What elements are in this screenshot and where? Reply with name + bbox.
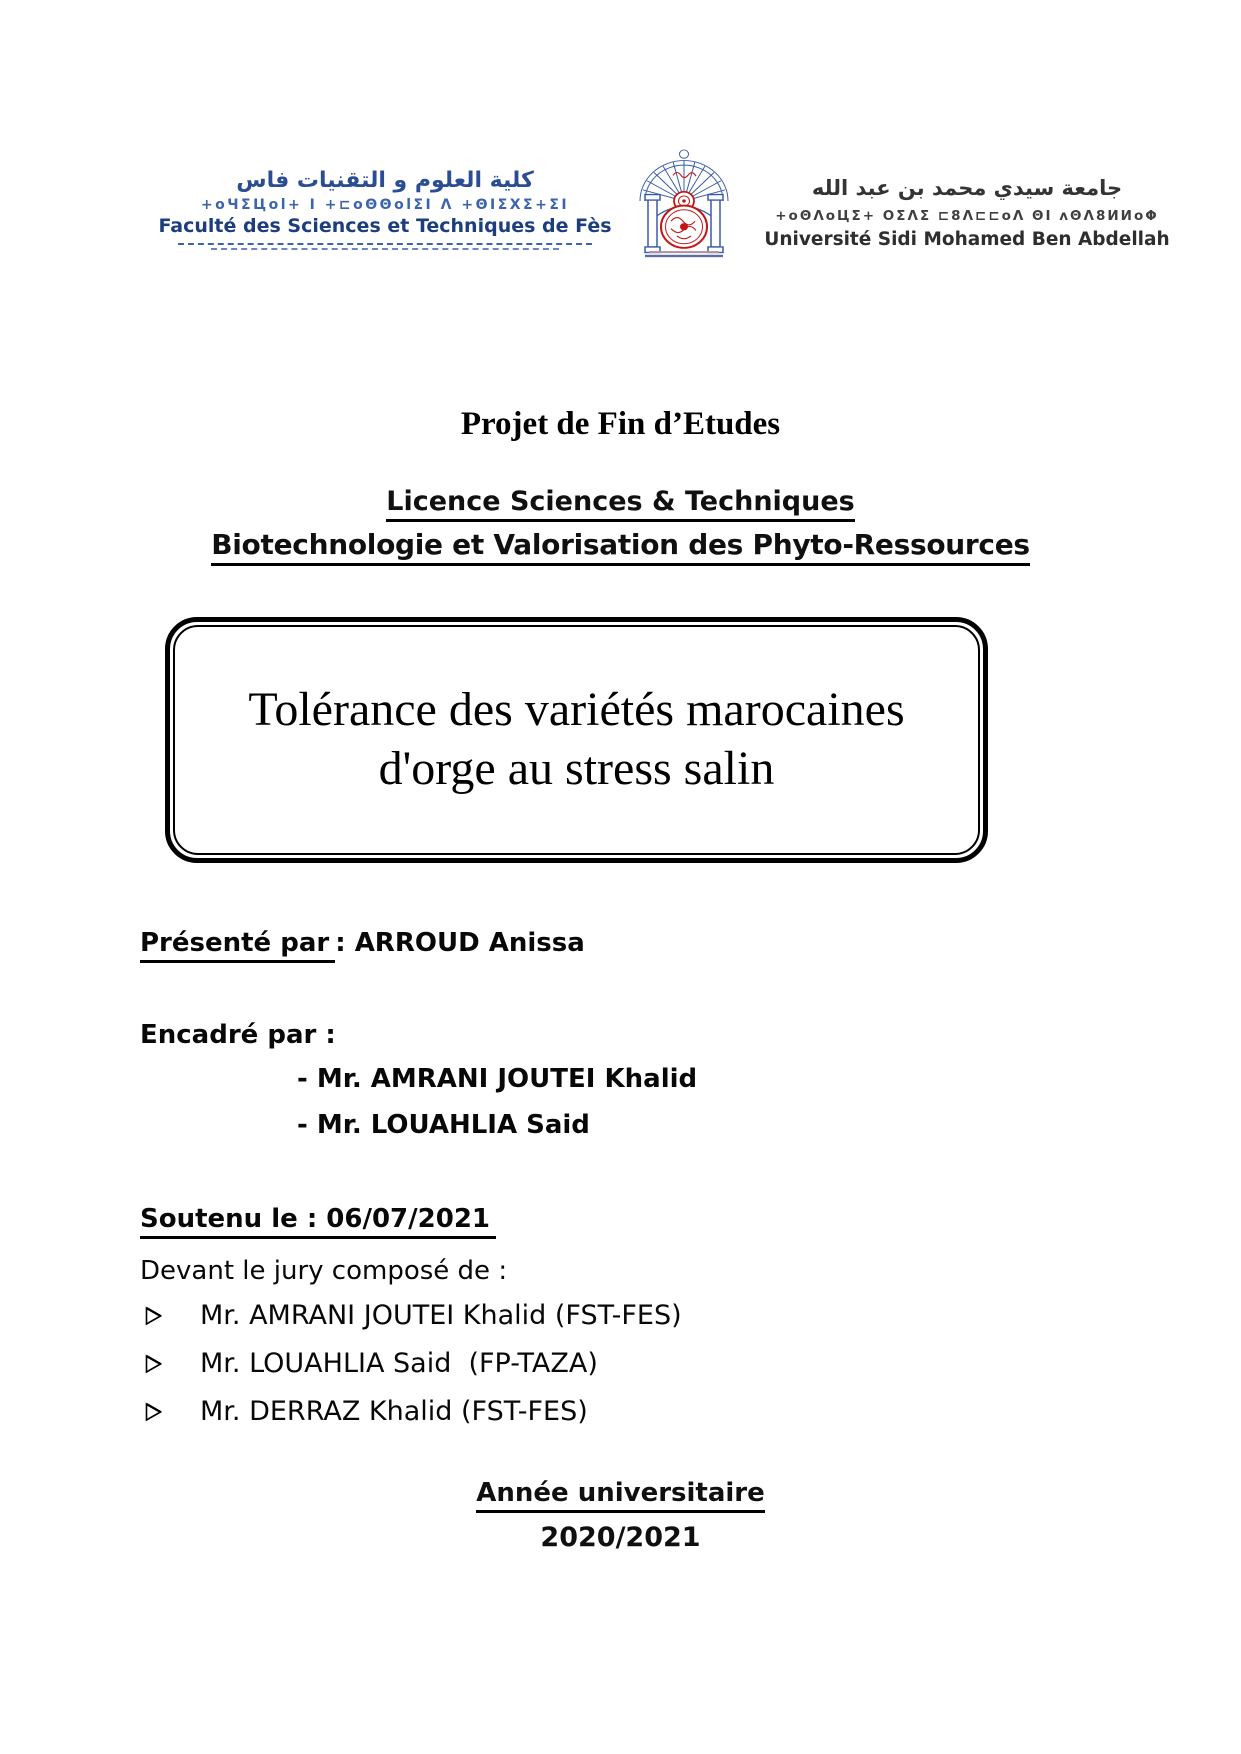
program-line (0, 528, 1241, 566)
arrowhead-bullet-icon (145, 1306, 162, 1326)
degree-text: Licence Sciences & Techniques (386, 486, 854, 522)
university-seal-icon (633, 144, 735, 258)
arrowhead-bullet-icon (145, 1354, 162, 1374)
presented-by-separator: : (335, 928, 355, 958)
decorative-dash-line (178, 243, 592, 245)
defense-date-text: Soutenu le : 06/07/2021 (140, 1204, 496, 1239)
thesis-title-line1: Tolérance des variétés marocaines (248, 683, 905, 737)
program-text: Biotechnologie et Valorisation des Phyto-Ressources (211, 528, 1030, 566)
jury-member-row (145, 1300, 682, 1331)
jury-member-row (145, 1348, 598, 1379)
degree-line (0, 486, 1241, 522)
jury-member-row (145, 1396, 588, 1427)
presented-by-line (140, 928, 585, 963)
thesis-title-box-inner (173, 625, 980, 855)
author-name: ARROUD Anissa (354, 928, 585, 958)
university-name-tifinagh: +oΘΛoЦΣ+ ΟΣΛΣ ⊏8Λ⊏⊏oΛ ΘΙ ʌΘΛ8ИИoΦ (775, 208, 1159, 225)
faculty-name-tifinagh: +oЧΣЦol+ Ι +⊏oΘΘolΣΙ Λ +ΘΙΣΧΣ+ΣΙ (200, 197, 570, 214)
faculty-name-arabic: كلية العلوم و التقنيات فاس (236, 168, 534, 193)
presented-by-label: Présenté par (140, 928, 335, 963)
academic-year-value: 2020/2021 (540, 1522, 701, 1553)
arrowhead-bullet-icon (145, 1402, 162, 1422)
jury-member-name: Mr. DERRAZ Khalid (FST-FES) (200, 1396, 588, 1427)
thesis-title-box (165, 617, 988, 863)
jury-member-name: Mr. AMRANI JOUTEI Khalid (FST-FES) (200, 1300, 682, 1331)
supervisor-item: - Mr. LOUAHLIA Said (297, 1110, 590, 1140)
supervisor-item: - Mr. AMRANI JOUTEI Khalid (297, 1064, 698, 1094)
supervised-by-label: Encadré par : (140, 1020, 336, 1050)
university-header-block (762, 176, 1172, 250)
thesis-title-line2: d'orge au stress salin (378, 742, 775, 795)
jury-member-name: Mr. LOUAHLIA Said (FP-TAZA) (200, 1348, 598, 1379)
emblem-caption-line (649, 251, 719, 253)
academic-year-label-line (0, 1478, 1241, 1513)
decorative-dash-line (211, 248, 559, 250)
jury-intro: Devant le jury composé de : (140, 1256, 508, 1286)
university-name-arabic: جامعة سيدي محمد بن عبد الله (811, 176, 1123, 200)
faculty-name-french: Faculté des Sciences et Techniques de Fès (158, 215, 612, 238)
faculty-header-block (150, 168, 620, 250)
thesis-title (248, 681, 904, 798)
university-name-french: Université Sidi Mohamed Ben Abdellah (764, 229, 1170, 251)
academic-year-label: Année universitaire (476, 1478, 765, 1513)
document-type-heading: Projet de Fin d’Etudes (460, 406, 781, 442)
emblem-caption-line (645, 255, 723, 257)
emblem-medallion (661, 192, 707, 248)
defense-date-line (140, 1204, 496, 1239)
